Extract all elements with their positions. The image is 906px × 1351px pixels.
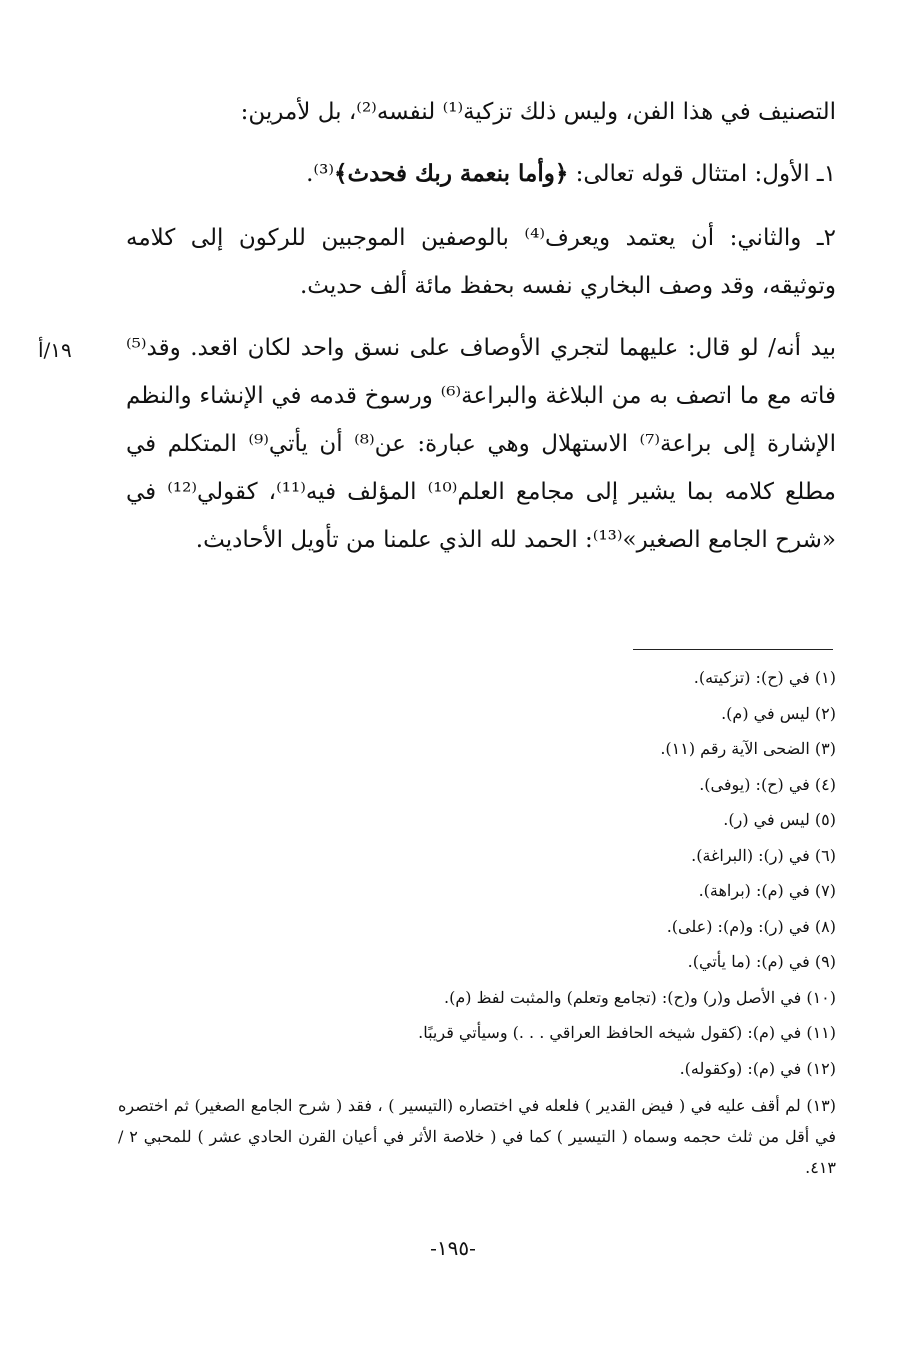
page-number: -١٩٥- [430,1236,476,1260]
paragraph-main: بيد أنه/ لو قال: عليهما لتجري الأوصاف على نسق واحد لكان اقعد. وقد⁽⁵⁾ فاته مع ما اتصف به من البلاغة والبراعة⁽⁶⁾ ورسوخ قدمه في الإنشاء والنظم الإشارة إلى براعة⁽⁷⁾ الاستهلال وهي عبارة: عن⁽⁸⁾ أن يأتي⁽⁹⁾ المتكلم في مطلع كلامه بما يشير إلى مجامع العلم⁽¹⁰⁾ المؤلف فيه⁽¹¹⁾، كقولي⁽¹²⁾ في «شرح الجامع الصغير»⁽¹³⁾: الحمد لله الذي علمنا من تأويل الأحاديث. [126,335,837,553]
first-reason-prefix: ١ـ الأول: امتثال قوله تعالى: [568,161,836,187]
footnote-11: (١١) في (م): (كقول شيخه الحافظ العراقي . . .) وسيأتي قريبًا. [418,1023,836,1042]
first-reason-suffix: ⁽³⁾. [306,161,334,187]
main-text [126,88,836,578]
footnote-1: (١) في (ح): (تزكيته). [693,668,836,687]
folio-margin-note: ١٩/أ [38,338,72,362]
footnotes [118,660,836,1183]
footnote-12: (١٢) في (م): (وكقوله). [679,1058,836,1078]
footnote-2: (٢) ليس في (م). [721,703,836,723]
footnote-3: (٣) الضحى الآية رقم (١١). [660,739,836,758]
footnote-8: (٨) في (ر): و(م): (على). [666,916,836,936]
paragraph-second-reason: ٢ـ والثاني: أن يعتمد ويعرف⁽⁴⁾ بالوصفين الموجبين للركون إلى كلامه وتوثيقه، وقد وصف البخاري نفسه بحفظ مائة ألف حديث. [126,225,836,299]
footnote-13: (١٣) لم أقف عليه في ( فيض القدير ) فلعله في اختصاره (التيسير ) ، فقد ( شرح الجامع الصغير) ثم اختصره في أقل من ثلث حجمه وسماه ( التيسير ) كما في ( خلاصة الأثر في أعيان القرن الحادي عشر ) للمحبي ٢ / ٤١٣. [118,1096,837,1177]
footnote-9: (٩) في (م): (ما يأتي). [687,952,836,971]
footnote-7: (٧) في (م): (براهة). [698,881,836,900]
paragraph-first-reason [126,150,836,198]
paragraph-intro: التصنيف في هذا الفن، وليس ذلك تزكية⁽¹⁾ لنفسه⁽²⁾، بل لأمرين: [240,99,836,125]
footnote-4: (٤) في (ح): (يوفى). [699,774,836,794]
footnote-separator [633,649,833,650]
footnote-10: (١٠) في الأصل و(ر) و(ح): (تجامع وتعلم) والمثبت لفظ (م). [444,987,836,1007]
quran-verse: ﴿وأما بنعمة ربك فحدث﴾ [333,160,569,187]
footnote-5: (٥) ليس في (ر). [723,810,836,829]
footnote-6: (٦) في (ر): (البراغة). [691,845,836,865]
